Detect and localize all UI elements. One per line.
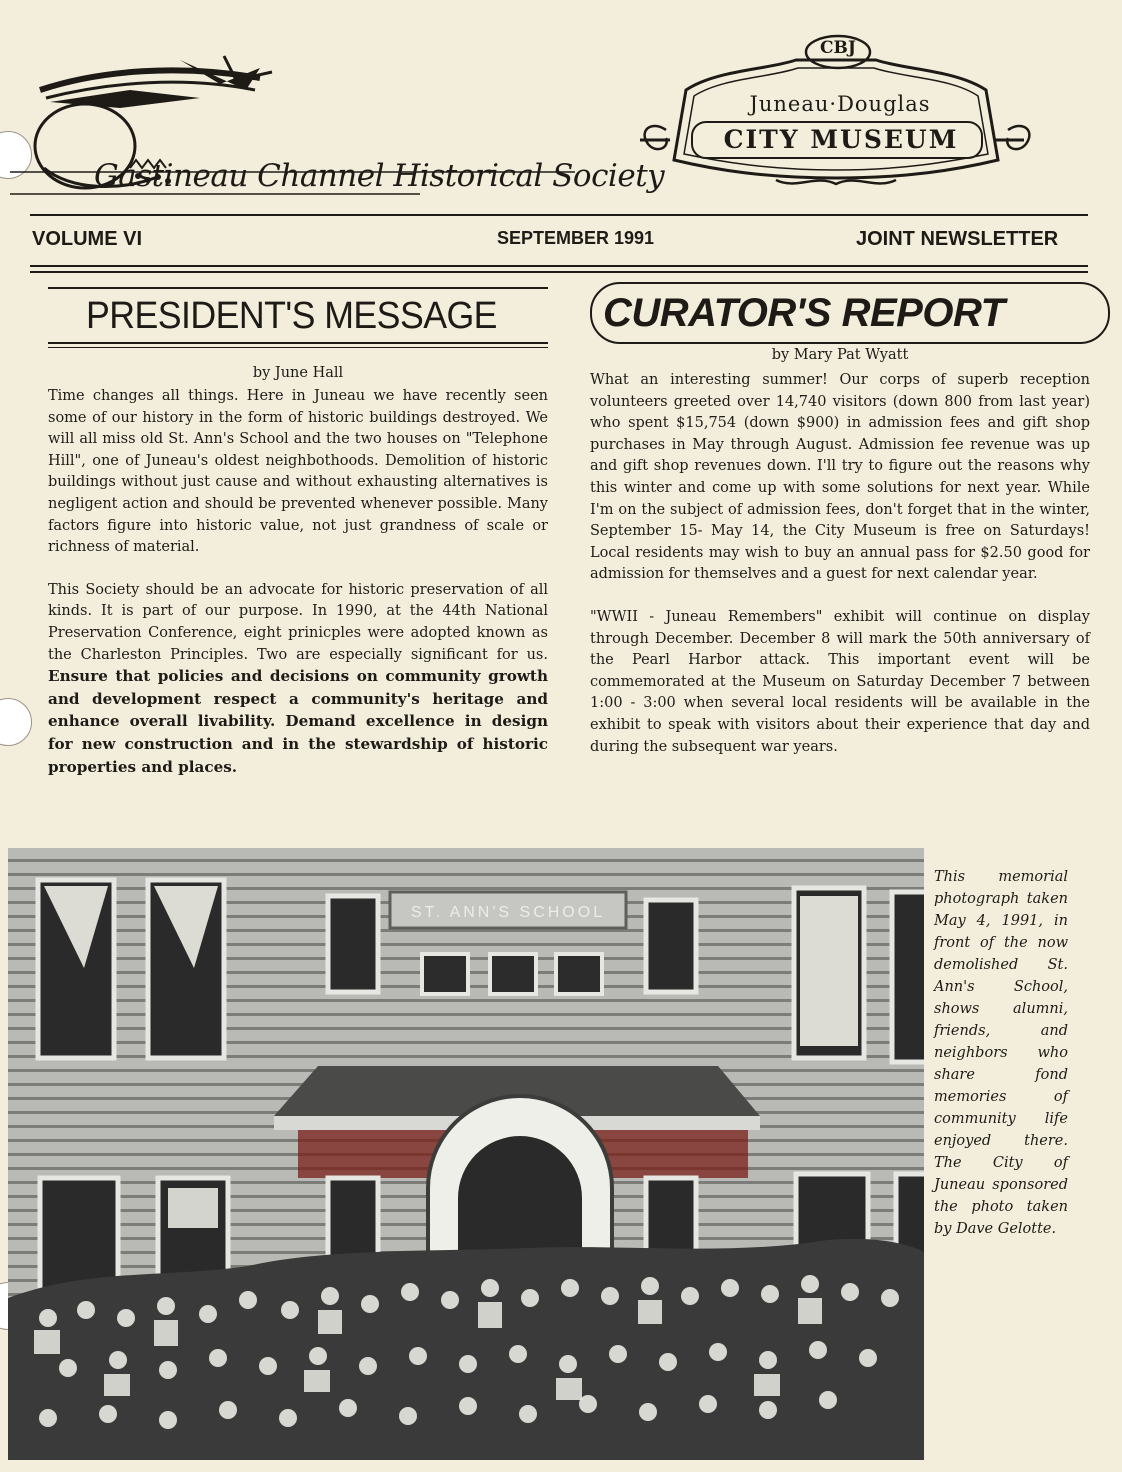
museum-city-label: Juneau·Douglas bbox=[749, 92, 931, 116]
rule bbox=[30, 265, 1088, 267]
president-paragraph: Time changes all things. Here in Juneau we have recently seen some of our history in the form of historic buildings destroyed. We will all miss old St. Ann's School and the two houses on "Telephone Hill", one of Juneau's oldest neighbothoods. Demolition of historic buildings without just cause and without exhausting alternatives is negligent action and should be prevented whenever possible. Many factors figure into historic value, not just grandness of scale or richness of material. bbox=[48, 388, 548, 556]
volume-label: VOLUME VI bbox=[32, 228, 143, 250]
rule bbox=[30, 214, 1088, 216]
memorial-photograph bbox=[8, 848, 924, 1460]
cbj-badge: CBJ bbox=[820, 38, 856, 58]
rule bbox=[48, 287, 548, 289]
rule bbox=[48, 342, 548, 344]
curator-paragraph: What an interesting summer! Our corps of superb reception volunteers greeted over 14,740 visitors (down 800 from last year) who spent $15,754 (down $900) in admission fees and gift shop purchases in May through August. Admission fee revenue was up and gift shop revenues down. I'll try to figure out the reasons why this winter and come up with some solutions for next year. While I'm on the subject of admission fees, don't forget that in the winter, September 15- May 14, the City Museum is free on Saturdays! Local residents may wish to buy an annual pass for $2.50 good for admission for themselves and a guest for next calendar year. bbox=[590, 372, 1090, 583]
president-paragraph-text: This Society should be an advocate for historic preservation of all kinds. It is part of our purpose. In 1990, at the 44th National Preservation Conference, eight prinicples were adopted known as the Charleston Principles. Two are especially significant for us. bbox=[48, 581, 548, 663]
issue-date: SEPTEMBER 1991 bbox=[497, 228, 655, 248]
school-sign: ST. ANN'S SCHOOL bbox=[410, 904, 606, 921]
school-photo-illustration bbox=[8, 848, 924, 1460]
society-logo bbox=[10, 50, 665, 200]
rule bbox=[48, 347, 548, 348]
charleston-principles: Ensure that policies and decisions on community growth and development respect a community's heritage and enhance overall livability. Demand excellence in design for new construction and in the stewardship of historic properties and places. bbox=[48, 667, 548, 776]
society-name: Gastineau Channel Historical Society bbox=[94, 158, 665, 194]
curator-paragraph: "WWII - Juneau Remembers" exhibit will continue on display through December. December 8 will mark the 50th anniversary of the Pearl Harbor attack. This important event will be commemorated at the Museum on Saturday December 7 between 1:00 - 3:00 when several local residents will be available in the exhibit to speak with visitors about their experience that day and during the subsequent war years. bbox=[590, 608, 1090, 755]
museum-name: CITY MUSEUM bbox=[723, 125, 959, 154]
president-byline: by June Hall bbox=[252, 365, 344, 381]
curator-byline: by Mary Pat Wyatt bbox=[771, 347, 909, 363]
curators-report-title: CURATOR'S REPORT bbox=[603, 291, 1005, 335]
museum-logo bbox=[626, 30, 1036, 190]
president-paragraph bbox=[48, 580, 548, 779]
presidents-message-title: PRESIDENT'S MESSAGE bbox=[86, 295, 497, 337]
curator-article bbox=[590, 370, 1090, 758]
president-article bbox=[48, 386, 548, 779]
newsletter-type: JOINT NEWSLETTER bbox=[856, 228, 1059, 250]
rule bbox=[30, 271, 1088, 273]
binder-hole bbox=[0, 698, 32, 746]
photo-caption: This memorial photograph taken May 4, 1991, in front of the now demolished St. Ann's School, shows alumni, friends, and neighbors who share fond memories of community life enjoyed there. The City of Juneau sponsored the photo taken by Dave Gelotte. bbox=[934, 869, 1068, 1237]
